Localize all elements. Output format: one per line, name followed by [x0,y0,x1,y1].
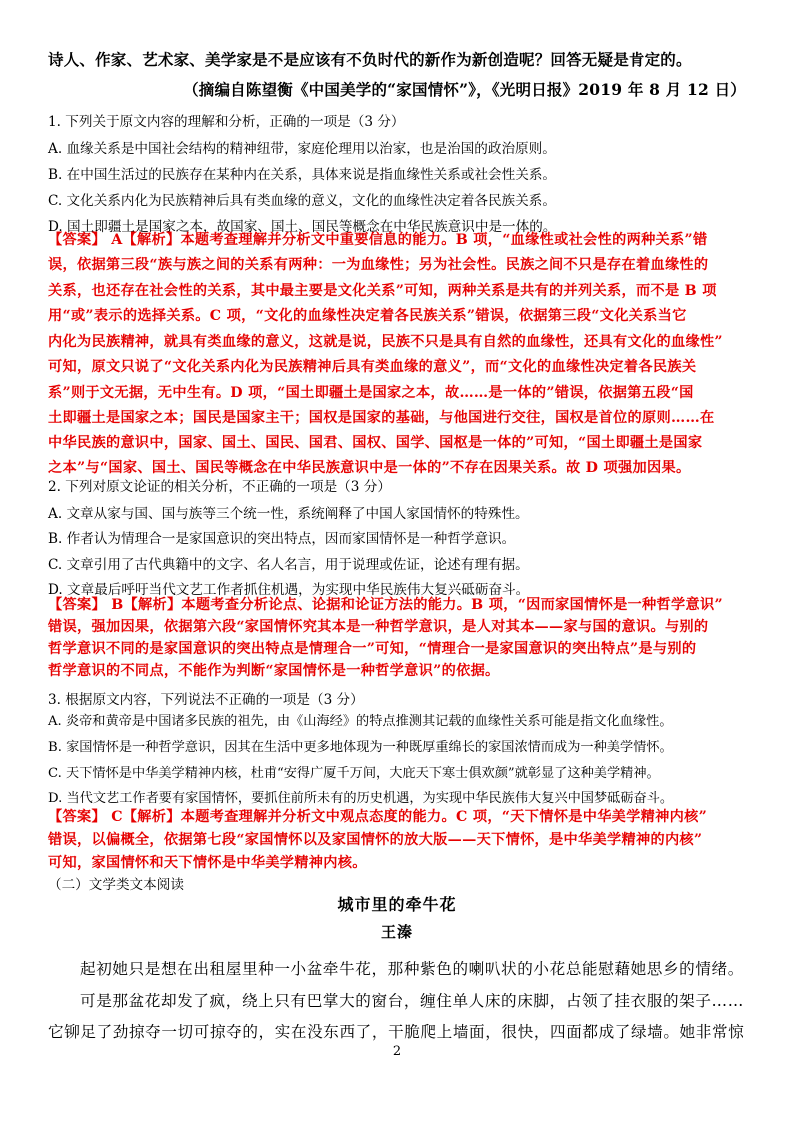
q1-option-d: D. 国土即疆土是国家之本，故国家、国土、国民等概念在中华民族意识中是一体的。 [48,219,557,235]
q3-option-a: A. 炎帝和黄帝是中国诸多民族的祖先，由《山海经》的特点推测其记载的血缘性关系可能是指文化血缘性。 [48,714,673,729]
section-heading: （二）文学类文本阅读 [48,877,184,893]
q2-option-d: D. 文章最后呼吁当代文艺工作者抓住机遇，为实现中华民族伟大复兴砥砺奋斗。 [48,582,530,598]
story-title: 城市里的牵牛花 [337,895,457,914]
source-citation: （摘编自陈望衡《中国美学的“家国情怀”》，《光明日报》2019 年 8 月 12 日） [183,80,746,99]
q1-answer-line: 【答案】 A【解析】本题考查理解并分析文中重要信息的能力。B 项，“血缘性或社会性的两种关系”错 [48,232,708,248]
q3-answer-line: 错误，以偏概全，依据第七段“家国情怀以及家国情怀的放大版——天下情怀，是中华美学精神的内核” [48,832,703,848]
q3-stem: 3. 根据原文内容，下列说法不正确的一项是（3 分） [48,692,364,708]
story-paragraph: 可是那盆花却发了疯，绕上只有巴掌大的窗台，缠住单人床的床脚，占领了挂衣服的架子…… [80,992,744,1010]
story-author: 王溱 [380,923,413,941]
q3-answer-line: 可知，家国情怀和天下情怀是中华美学精神内核。 [48,855,367,871]
q1-answer-line: 关系，也还存在社会性的关系，其中最主要是文化关系”可知，两种关系是共有的并列关系，而不是 B 项 [48,283,717,299]
intro-line: 诗人、作家、艺术家、美学家是不是应该有不负时代的新作为新创造呢？回答无疑是肯定的。 [48,50,692,69]
q1-option-c: C. 文化关系内化为民族精神后具有类血缘的意义，文化的血缘性决定着各民族关系。 [48,193,556,209]
q1-answer-line: 误，依据第三段“族与族之间的关系有两种：一为血缘性；另为社会性。民族之间不只是存在着血缘性的 [48,257,709,273]
q2-stem: 2. 下列对原文论证的相关分析，不正确的一项是（3 分） [48,479,391,495]
q3-option-c: C. 天下情怀是中华美学精神内核，杜甫“安得广厦千万间，大庇天下寒士俱欢颜”就彰显了这种美学精神。 [48,766,660,781]
q2-answer-line: 哲学意识不同的是家国意识的突出特点是情理合一”可知，“情理合一是家国意识的突出特点”是与别的 [48,641,697,657]
q1-answer-line: 土即疆土是国家之本；国民是国家主干；国权是国家的基础，与他国进行交往，国权是首位的原则……在 [48,410,715,426]
q1-option-b: B. 在中国生活过的民族存在某种内在关系，具体来说是指血缘性关系或社会性关系。 [48,167,557,183]
story-paragraph: 起初她只是想在出租屋里种一小盆牵牛花，那种紫色的喇叭状的小花总能慰藉她思乡的情绪。 [80,960,744,978]
q1-option-a: A. 血缘关系是中国社会结构的精神纽带，家庭伦理用以治家，也是治国的政治原则。 [48,141,556,157]
q2-answer-line: 错误，强加因果，依据第六段“家国情怀究其本是一种哲学意识，是人对其本——家与国的意识。与别的 [48,619,709,635]
q2-option-c: C. 文章引用了古代典籍中的文字、名人名言，用于说理或佐证，论述有理有据。 [48,557,529,573]
q2-answer-line: 【答案】 B【解析】本题考查分析论点、论据和论证方法的能力。B 项，“因而家国情怀是一种哲学意识” [48,597,723,613]
q1-answer-line: 用“或”表示的选择关系。C 项，“文化的血缘性决定着各民族关系”错误，依据第三段“文化关系当它 [48,308,687,324]
q3-answer-line: 【答案】 C【解析】本题考查理解并分析文中观点态度的能力。C 项，“天下情怀是中华美学精神内核” [48,809,708,825]
page-number: 2 [392,1044,402,1059]
q3-option-d: D. 当代文艺工作者要有家国情怀，要抓住前所未有的历史机遇，为实现中华民族伟大复兴中国梦砥砺奋斗。 [48,791,674,806]
q1-answer-line: 可知，原文只说了“文化关系内化为民族精神后具有类血缘的意义”，而“文化的血缘性决定着各民族关 [48,359,697,375]
story-paragraph: 它铆足了劲掠夺一切可掠夺的，实在没东西了，干脆爬上墙面，很快，四面都成了绿墙。她非常惊 [48,1023,745,1041]
q2-option-b: B. 作者认为情理合一是家国意识的突出特点，因而家国情怀是一种哲学意识。 [48,531,516,547]
q1-stem: 1. 下列关于原文内容的理解和分析，正确的一项是（3 分） [48,114,405,130]
q2-answer-line: 哲学意识的不同点，不能作为判断“家国情怀是一种哲学意识”的依据。 [48,663,500,679]
q1-answer-line: 系”则于文无据，无中生有。D 项，“国土即疆土是国家之本，故……是一体的”错误，依据第五段“国 [48,385,694,401]
q2-option-a: A. 文章从家与国、国与族等三个统一性，系统阐释了中国人家国情怀的特殊性。 [48,506,529,522]
q1-answer-line: 中华民族的意识中，国家、国土、国民、国君、国权、国学、国枢是一体的”可知，“国土即疆土是国家 [48,435,703,451]
q3-option-b: B. 家国情怀是一种哲学意识，因其在生活中更多地体现为一种既厚重绵长的家国浓情而成为一种美学情怀。 [48,740,673,755]
q1-answer-line: 之本”与“国家、国土、国民等概念在中华民族意识中是一体的”不存在因果关系。故 D 项强加因果。 [48,460,691,476]
q1-answer-line: 内化为民族精神，就具有类血缘的意义，这就是说，民族不只是具有自然的血缘性，还具有文化的血缘性” [48,334,723,350]
